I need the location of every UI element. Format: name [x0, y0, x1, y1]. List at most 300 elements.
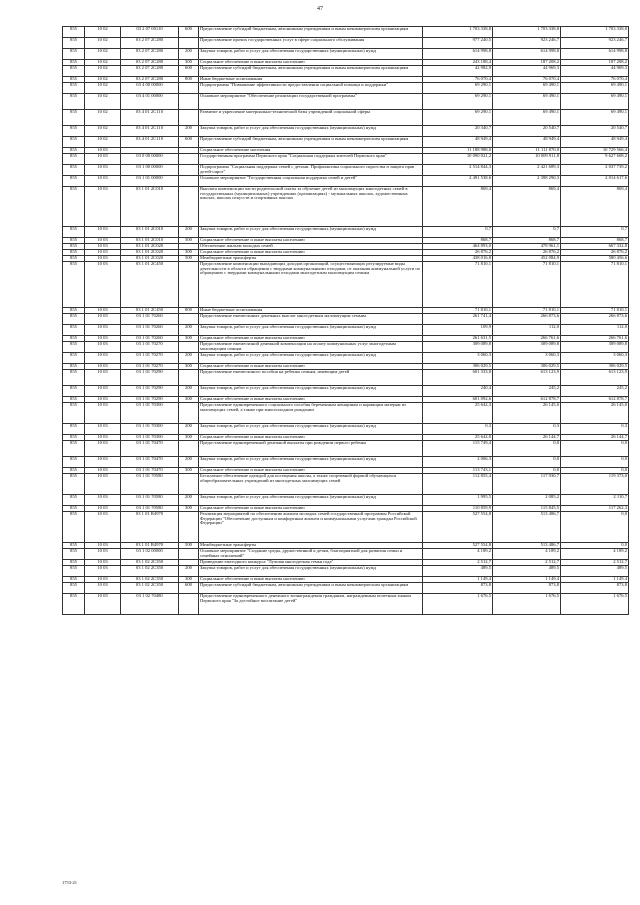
cell-amount-1: 1 149,4: [423, 577, 493, 583]
cell-amount-2: 452 084,9: [493, 256, 561, 262]
cell-description: Предоставление субсидий бюджетным, автономным учреждениям и иным некоммерческим организациям: [199, 27, 423, 38]
cell-amount-3: 1 149,4: [561, 577, 629, 583]
cell-target-article: 03 4 01 2С110: [121, 126, 179, 137]
cell-amount-3: 4 189,2: [561, 549, 629, 560]
cell-expense-type: 200: [179, 353, 199, 364]
cell-amount-3: 9 627 608,2: [561, 154, 629, 165]
cell-expense-type: 200: [179, 386, 199, 397]
cell-amount-2: 513 486,7: [493, 543, 561, 549]
cell-admin-code: 855: [63, 583, 85, 594]
cell-admin-code: 855: [63, 137, 85, 148]
table-row: [63, 566, 629, 577]
cell-section: 10 03: [85, 424, 121, 435]
cell-section: 10 02: [85, 66, 121, 77]
cell-target-article: 03 1 00 00000: [121, 165, 179, 176]
cell-section: 10 03: [85, 314, 121, 325]
cell-amount-1: 261 741,4: [423, 314, 493, 325]
cell-expense-type: [179, 38, 199, 49]
cell-expense-type: 200: [179, 495, 199, 506]
cell-amount-2: 71 810,1: [493, 262, 561, 308]
cell-target-article: 03 1 01 R4970: [121, 512, 179, 543]
table-row: [63, 549, 629, 560]
cell-section: 10 03: [85, 403, 121, 424]
cell-section: 10 03: [85, 342, 121, 353]
cell-description: Предоставление субсидий бюджетным, автономным учреждениям и иным некоммерческим организациям: [199, 137, 423, 148]
table-row: [63, 370, 629, 386]
cell-section: 10 03: [85, 386, 121, 397]
cell-amount-3: 69 490,1: [561, 94, 629, 110]
cell-amount-1: 71 810,1: [423, 308, 493, 314]
cell-amount-1: 464 893,0: [423, 244, 493, 250]
cell-section: 10 02: [85, 27, 121, 38]
budget-table: [62, 26, 629, 615]
cell-amount-2: 117 930,7: [493, 474, 561, 495]
cell-expense-type: 200: [179, 49, 199, 60]
table-row: [63, 457, 629, 468]
table-row: [63, 176, 629, 187]
cell-expense-type: 600: [179, 27, 199, 38]
cell-section: 10 03: [85, 176, 121, 187]
cell-expense-type: [179, 187, 199, 227]
cell-description: Закупка товаров, работ и услуг для обеспечения государственных (муниципальных) нужд: [199, 424, 423, 435]
cell-amount-1: 873,8: [423, 583, 493, 594]
cell-admin-code: 855: [63, 468, 85, 474]
cell-amount-2: 513 486,7: [493, 512, 561, 543]
cell-amount-3: 613 123,9: [561, 370, 629, 386]
cell-section: 10 03: [85, 256, 121, 262]
table-row: [63, 594, 629, 615]
cell-admin-code: 855: [63, 386, 85, 397]
table-row: [63, 165, 629, 176]
cell-expense-type: [179, 549, 199, 560]
cell-amount-2: 266 873,6: [493, 314, 561, 325]
cell-expense-type: 200: [179, 325, 199, 336]
cell-target-article: 03 1 01 70270: [121, 364, 179, 370]
cell-description: Предоставление субсидий бюджетным, автономным учреждениям и иным некоммерческим организациям: [199, 583, 423, 594]
cell-description: Основное мероприятие "Государственная социальная поддержка семей и детей": [199, 176, 423, 187]
cell-admin-code: 855: [63, 256, 85, 262]
table-row: [63, 137, 629, 148]
cell-section: 10 03: [85, 474, 121, 495]
cell-section: 10 03: [85, 250, 121, 256]
cell-amount-1: 69 290,1: [423, 83, 493, 94]
cell-amount-2: 2 512,7: [493, 560, 561, 566]
cell-target-article: 03 4 01 00000: [121, 94, 179, 110]
cell-admin-code: 855: [63, 77, 85, 83]
cell-description: Государственная программа Пермского края "Социальная поддержка жителей Пермского края": [199, 154, 423, 165]
cell-target-article: 03 2 07 2С280: [121, 60, 179, 66]
cell-amount-1: 243 188,4: [423, 60, 493, 66]
cell-description: Предоставление ежемесячных денежных выплат многодетным малоимущим семьям: [199, 314, 423, 325]
cell-description: Предоставление единовременного социального пособия беременным женщинам и кормящим матерям из малоимущих семей, а также при многоплодном рождении: [199, 403, 423, 424]
cell-admin-code: 855: [63, 187, 85, 227]
cell-expense-type: [179, 512, 199, 543]
cell-amount-3: 76 070,4: [561, 77, 629, 83]
cell-amount-1: 309 089,8: [423, 342, 493, 353]
cell-target-article: 03 1 01 70270: [121, 353, 179, 364]
cell-target-article: 03 2 07 2С280: [121, 49, 179, 60]
cell-description: Предоставление единовременного денежного вознаграждения гражданам, награжденным почетным знаком Пермского края "За достойное воспитание детей": [199, 594, 423, 615]
cell-description: Социальное обеспечение и иные выплаты населению: [199, 364, 423, 370]
cell-target-article: 03 1 01 70260: [121, 336, 179, 342]
cell-expense-type: [179, 83, 199, 94]
cell-amount-2: 1 149,4: [493, 577, 561, 583]
cell-admin-code: 855: [63, 262, 85, 308]
cell-description: Иные бюджетные ассигнования: [199, 308, 423, 314]
cell-target-article: 03 1 01 00000: [121, 176, 179, 187]
cell-amount-3: 71 810,1: [561, 262, 629, 308]
table-row: [63, 227, 629, 238]
cell-amount-1: 69 290,1: [423, 110, 493, 126]
cell-admin-code: 855: [63, 594, 85, 615]
table-row: [63, 353, 629, 364]
cell-admin-code: 855: [63, 397, 85, 403]
cell-amount-2: 44 969,3: [493, 66, 561, 77]
table-row: [63, 154, 629, 165]
cell-expense-type: [179, 594, 199, 615]
cell-amount-2: 2 398 290,3: [493, 176, 561, 187]
cell-amount-1: 11 188 988,0: [423, 148, 493, 154]
cell-amount-3: 26 145,0: [561, 403, 629, 424]
cell-admin-code: 855: [63, 110, 85, 126]
cell-admin-code: 855: [63, 154, 85, 165]
cell-amount-3: 580 456,6: [561, 256, 629, 262]
table-row: [63, 386, 629, 397]
cell-amount-1: 306 029,5: [423, 364, 493, 370]
cell-target-article: 03 4 00 00000: [121, 83, 179, 94]
cell-description: Предоставление единовременной денежной выплаты при рождении первого ребенка: [199, 441, 423, 457]
cell-amount-3: 26 144,7: [561, 435, 629, 441]
cell-amount-3: 667 332,8: [561, 244, 629, 250]
cell-section: 10 02: [85, 83, 121, 94]
cell-expense-type: 300: [179, 336, 199, 342]
cell-admin-code: 855: [63, 549, 85, 560]
cell-admin-code: 855: [63, 126, 85, 137]
cell-target-article: 03 1 02 2С350: [121, 577, 179, 583]
cell-target-article: 03 1 02 2С350: [121, 583, 179, 594]
cell-admin-code: 855: [63, 38, 85, 49]
cell-section: 10 02: [85, 49, 121, 60]
cell-amount-3: 1 703 338,8: [561, 27, 629, 38]
cell-expense-type: 300: [179, 468, 199, 474]
cell-expense-type: [179, 474, 199, 495]
cell-amount-3: 20 540,7: [561, 126, 629, 137]
cell-description: Предоставление прочих государственных услуг в сфере социального обслуживания: [199, 38, 423, 49]
cell-expense-type: 600: [179, 583, 199, 594]
cell-target-article: 03 1 01 70300: [121, 435, 179, 441]
cell-description: Социальное обеспечение и иные выплаты населению: [199, 397, 423, 403]
table-row: [63, 83, 629, 94]
cell-description: Иные бюджетные ассигнования: [199, 77, 423, 83]
cell-section: 10 03: [85, 187, 121, 227]
table-body: [63, 27, 629, 615]
cell-section: 10 03: [85, 435, 121, 441]
cell-amount-3: 869,4: [561, 187, 629, 227]
cell-target-article: 03 1 01 2С020: [121, 256, 179, 262]
cell-amount-1: 0,3: [423, 424, 493, 435]
cell-description: Межбюджетные трансферты: [199, 543, 423, 549]
cell-amount-2: 0,0: [493, 468, 561, 474]
cell-amount-3: 2 512,7: [561, 560, 629, 566]
cell-admin-code: 855: [63, 457, 85, 468]
cell-expense-type: 500: [179, 543, 199, 549]
cell-admin-code: 855: [63, 364, 85, 370]
cell-amount-1: 112 855,4: [423, 474, 493, 495]
cell-section: 10 02: [85, 77, 121, 83]
cell-amount-1: 2 491 538,6: [423, 176, 493, 187]
cell-amount-1: 10 090 021,2: [423, 154, 493, 165]
cell-amount-3: 0,0: [561, 441, 629, 457]
cell-section: 10 03: [85, 336, 121, 342]
cell-section: 10 03: [85, 543, 121, 549]
cell-amount-3: 3 060,3: [561, 353, 629, 364]
cell-target-article: 03 1 02 2С350: [121, 566, 179, 577]
cell-amount-3: 612 878,7: [561, 397, 629, 403]
cell-amount-2: 0,7: [493, 227, 561, 238]
cell-amount-3: 0,7: [561, 227, 629, 238]
cell-target-article: 03 1 01 2С020: [121, 244, 179, 250]
cell-amount-3: 0,0: [561, 512, 629, 543]
cell-description: Основное мероприятие "Обеспечение реализации государственной программы": [199, 94, 423, 110]
cell-amount-1: 438 016,8: [423, 256, 493, 262]
cell-admin-code: 855: [63, 441, 85, 457]
cell-amount-1: 71 810,1: [423, 262, 493, 308]
cell-target-article: 03 1 01 2С450: [121, 262, 179, 308]
cell-amount-3: 119 373,0: [561, 474, 629, 495]
cell-amount-1: 69 290,1: [423, 94, 493, 110]
cell-description: Проведение ежегодного конкурса "Лучшая многодетная семья года": [199, 560, 423, 566]
cell-amount-3: 187 208,2: [561, 60, 629, 66]
cell-admin-code: 855: [63, 353, 85, 364]
table-row: [63, 512, 629, 543]
cell-amount-3: 44 969,3: [561, 66, 629, 77]
cell-amount-2: 4 189,2: [493, 549, 561, 560]
cell-amount-1: 4 189,2: [423, 549, 493, 560]
cell-description: Предоставление ежемесячного пособия на ребенка семьям, имеющим детей: [199, 370, 423, 386]
cell-admin-code: 855: [63, 227, 85, 238]
cell-amount-1: 115 749,4: [423, 441, 493, 457]
cell-expense-type: 300: [179, 577, 199, 583]
cell-description: Закупка товаров, работ и услуг для обеспечения государственных (муниципальных) нужд: [199, 566, 423, 577]
table-row: [63, 583, 629, 594]
cell-section: 10 03: [85, 148, 121, 154]
cell-description: Выплата компенсации части родительской платы за обучение детей из малоимущих многодетных семей в государственных (муниципальных) учреждениях (организациях) - музыкальных школах, художественных школах, школах искусств и спортивных школах: [199, 187, 423, 227]
cell-expense-type: 300: [179, 435, 199, 441]
cell-amount-3: 112,0: [561, 325, 629, 336]
cell-description: Социальное обеспечение и иные выплаты населению: [199, 60, 423, 66]
cell-amount-3: 614 998,8: [561, 49, 629, 60]
cell-description: Закупка товаров, работ и услуг для обеспечения государственных (муниципальных) нужд: [199, 49, 423, 60]
cell-admin-code: 855: [63, 83, 85, 94]
table-row: [63, 441, 629, 457]
cell-section: 10 03: [85, 370, 121, 386]
cell-expense-type: 300: [179, 506, 199, 512]
cell-description: Обеспечение жильем молодых семей: [199, 244, 423, 250]
cell-amount-3: 489,5: [561, 566, 629, 577]
cell-section: 10 03: [85, 165, 121, 176]
cell-section: 10 02: [85, 94, 121, 110]
cell-section: 10 02: [85, 137, 121, 148]
cell-amount-3: 117 262,3: [561, 506, 629, 512]
cell-description: Закупка товаров, работ и услуг для обеспечения государственных (муниципальных) нужд: [199, 325, 423, 336]
cell-target-article: 03 1 01 70470: [121, 468, 179, 474]
cell-target-article: 03 4 01 2С110: [121, 110, 179, 126]
cell-amount-3: 0,0: [561, 457, 629, 468]
cell-amount-1: 26 876,2: [423, 250, 493, 256]
cell-target-article: 03 1 01 70470: [121, 457, 179, 468]
cell-expense-type: 500: [179, 256, 199, 262]
cell-amount-1: 0,7: [423, 227, 493, 238]
cell-target-article: 03 1 02 70480: [121, 594, 179, 615]
cell-amount-3: 2 014 617,6: [561, 176, 629, 187]
cell-amount-3: 0,3: [561, 424, 629, 435]
cell-admin-code: 855: [63, 424, 85, 435]
cell-section: 10 02: [85, 38, 121, 49]
cell-admin-code: 855: [63, 27, 85, 38]
cell-description: Социальное обеспечение и иные выплаты населению: [199, 506, 423, 512]
cell-admin-code: 855: [63, 49, 85, 60]
cell-admin-code: 855: [63, 308, 85, 314]
cell-target-article: 03 1 01 70290: [121, 370, 179, 386]
cell-amount-1: 527 554,8: [423, 543, 493, 549]
cell-amount-3: 0,0: [561, 468, 629, 474]
cell-section: 10 02: [85, 126, 121, 137]
cell-amount-2: 3 060,3: [493, 353, 561, 364]
cell-expense-type: 200: [179, 457, 199, 468]
cell-amount-2: 923 246,7: [493, 38, 561, 49]
cell-admin-code: 855: [63, 403, 85, 424]
cell-amount-3: 10 729 566,4: [561, 148, 629, 154]
cell-amount-1: 868,7: [423, 238, 493, 244]
cell-target-article: 03 2 07 2С280: [121, 77, 179, 83]
cell-amount-2: 2 085,2: [493, 495, 561, 506]
cell-section: 10 03: [85, 495, 121, 506]
cell-amount-1: 25 642,0: [423, 435, 493, 441]
cell-amount-2: 69 490,1: [493, 94, 561, 110]
cell-expense-type: 200: [179, 227, 199, 238]
cell-amount-2: 69 490,1: [493, 83, 561, 94]
table-row: [63, 27, 629, 38]
cell-admin-code: 855: [63, 474, 85, 495]
cell-admin-code: 855: [63, 370, 85, 386]
table-row: [63, 474, 629, 495]
cell-amount-1: 109,9: [423, 325, 493, 336]
cell-amount-2: 69 490,1: [493, 110, 561, 126]
cell-amount-3: 266 873,6: [561, 314, 629, 325]
cell-amount-2: 1 676,5: [493, 594, 561, 615]
cell-description: Закупка товаров, работ и услуг для обеспечения государственных (муниципальных) нужд: [199, 495, 423, 506]
cell-section: 10 03: [85, 566, 121, 577]
cell-admin-code: 855: [63, 512, 85, 543]
cell-section: 10 03: [85, 512, 121, 543]
cell-amount-1: 869,4: [423, 187, 493, 227]
cell-target-article: 03 1 01 2С020: [121, 250, 179, 256]
cell-amount-3: 26 876,2: [561, 250, 629, 256]
cell-target-article: 03 1 01 70580: [121, 495, 179, 506]
cell-description: Социальное обеспечение населения: [199, 148, 423, 154]
cell-amount-3: 2 110,7: [561, 495, 629, 506]
cell-target-article: 03 1 01 70580: [121, 474, 179, 495]
cell-description: Подпрограмма "Повышение эффективности предоставления социальной помощи и поддержки": [199, 83, 423, 94]
cell-expense-type: [179, 342, 199, 353]
cell-target-article: 03 1 01 70260: [121, 314, 179, 325]
cell-amount-3: 923 246,7: [561, 38, 629, 49]
cell-admin-code: 855: [63, 577, 85, 583]
cell-description: Основное мероприятие "Создание среды, дружественной к детям, благоприятной для развития семьи и семейных отношений": [199, 549, 423, 560]
cell-admin-code: 855: [63, 66, 85, 77]
cell-amount-3: 1 676,5: [561, 594, 629, 615]
cell-amount-2: 614 998,8: [493, 49, 561, 60]
cell-amount-1: 261 631,5: [423, 336, 493, 342]
cell-section: 10 03: [85, 577, 121, 583]
cell-admin-code: 855: [63, 435, 85, 441]
cell-section: 10 03: [85, 468, 121, 474]
cell-expense-type: 600: [179, 66, 199, 77]
cell-amount-2: 478 961,1: [493, 244, 561, 250]
cell-amount-2: 0,0: [493, 441, 561, 457]
cell-section: 10 03: [85, 227, 121, 238]
cell-section: 10 02: [85, 110, 121, 126]
cell-amount-1: 2 512,7: [423, 560, 493, 566]
cell-amount-3: 309 089,8: [561, 342, 629, 353]
cell-expense-type: 300: [179, 60, 199, 66]
cell-expense-type: 800: [179, 308, 199, 314]
cell-section: 10 03: [85, 244, 121, 250]
cell-amount-3: 873,8: [561, 583, 629, 594]
cell-expense-type: 300: [179, 397, 199, 403]
cell-expense-type: 200: [179, 566, 199, 577]
cell-admin-code: 855: [63, 566, 85, 577]
cell-admin-code: 855: [63, 244, 85, 250]
cell-admin-code: 855: [63, 238, 85, 244]
cell-target-article: 03 1 01 70300: [121, 403, 179, 424]
cell-description: Социальное обеспечение и иные выплаты населению: [199, 250, 423, 256]
cell-admin-code: 855: [63, 250, 85, 256]
footer-code: 1753-21: [62, 880, 77, 885]
cell-target-article: 03 2 07 2С280: [121, 38, 179, 49]
cell-expense-type: 200: [179, 424, 199, 435]
cell-amount-3: 48 949,4: [561, 137, 629, 148]
cell-amount-2: 76 070,4: [493, 77, 561, 83]
cell-admin-code: 855: [63, 506, 85, 512]
cell-amount-2: 869,4: [493, 187, 561, 227]
cell-target-article: 03 1 02 00000: [121, 549, 179, 560]
cell-target-article: 03 1 01 2С450: [121, 308, 179, 314]
cell-amount-1: 76 070,4: [423, 77, 493, 83]
cell-amount-2: 868,7: [493, 238, 561, 244]
cell-admin-code: 855: [63, 560, 85, 566]
cell-amount-2: 48 949,4: [493, 137, 561, 148]
cell-admin-code: 855: [63, 325, 85, 336]
cell-amount-2: 112,0: [493, 325, 561, 336]
table-row: [63, 262, 629, 308]
cell-description: Социальное обеспечение и иные выплаты населению: [199, 468, 423, 474]
cell-amount-3: 71 810,1: [561, 308, 629, 314]
cell-admin-code: 855: [63, 336, 85, 342]
cell-expense-type: [179, 176, 199, 187]
cell-amount-1: 489,5: [423, 566, 493, 577]
cell-expense-type: [179, 314, 199, 325]
cell-expense-type: [179, 154, 199, 165]
cell-amount-1: 601 092,6: [423, 397, 493, 403]
cell-amount-1: 113 743,1: [423, 468, 493, 474]
cell-amount-1: 48 949,4: [423, 137, 493, 148]
cell-section: 10 03: [85, 325, 121, 336]
cell-amount-2: 489,5: [493, 566, 561, 577]
cell-amount-1: 1 676,5: [423, 594, 493, 615]
table-row: [63, 403, 629, 424]
cell-amount-3: 245,2: [561, 386, 629, 397]
